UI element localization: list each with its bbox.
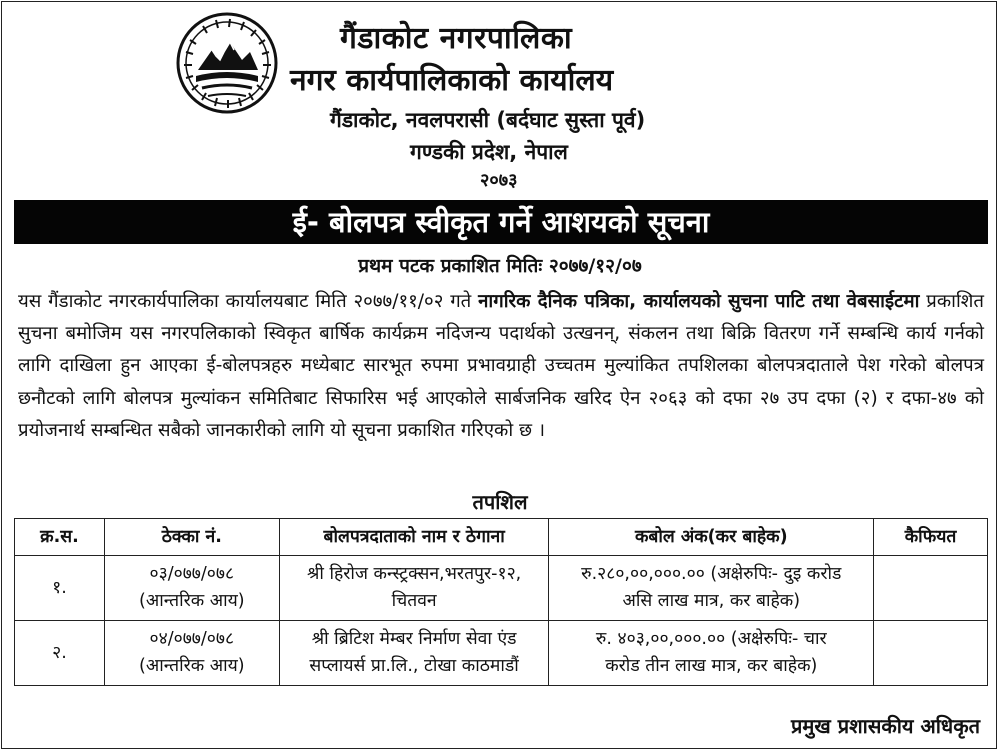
cell-sn: २. bbox=[15, 621, 105, 686]
cell-remarks bbox=[874, 621, 988, 686]
contract-type: (आन्तरिक आय) bbox=[139, 656, 245, 676]
amount-words: असि लाख मात्र, कर बाहेक) bbox=[622, 591, 801, 611]
amount-figure: रु.२८०,००,०००.०० (अक्षेरुपिः- दुइ करोड bbox=[581, 564, 842, 584]
cell-bidder bbox=[279, 556, 549, 621]
header-contract-no: ठेक्का नं. bbox=[104, 519, 279, 556]
amount-words: करोड तीन लाख मात्र, कर बाहेक) bbox=[605, 656, 818, 676]
notice-body bbox=[18, 286, 984, 447]
amount-figure: रु. ४०३,००,०००.०० (अक्षेरुपिः- चार bbox=[595, 629, 827, 649]
office-address: गैंडाकोट, नवलपरासी (बर्दघाट सुस्ता पूर्व) bbox=[330, 108, 646, 132]
notice-title-banner: ई- बोलपत्र स्वीकृत गर्ने आशयको सूचना bbox=[14, 200, 988, 244]
bidder-name: श्री हिरोज कन्स्ट्रक्सन,भरतपुर-१२, bbox=[306, 564, 522, 584]
notice-body-highlight: नागरिक दैनिक पत्रिका, कार्यालयको सुचना पाटि तथा वेबसाईटमा bbox=[478, 291, 920, 312]
cell-contract bbox=[104, 556, 279, 621]
bidder-address: चितवन bbox=[391, 591, 437, 611]
header-sn: क्र.स. bbox=[15, 519, 105, 556]
contract-type: (आन्तरिक आय) bbox=[139, 591, 245, 611]
header-bidder: बोलपत्रदाताको नाम र ठेगाना bbox=[279, 519, 549, 556]
table-row bbox=[15, 621, 988, 686]
header-amount: कबोल अंक(कर बाहेक) bbox=[549, 519, 874, 556]
schedule-title: तपशिल bbox=[472, 490, 528, 514]
cell-amount bbox=[549, 556, 874, 621]
cell-amount bbox=[549, 621, 874, 686]
province-line: गण्डकी प्रदेश, नेपाल bbox=[410, 140, 568, 164]
municipality-name: गैंडाकोट नगरपालिका bbox=[340, 21, 573, 56]
contract-number: ०३/०७७/०७८ bbox=[149, 564, 235, 584]
bidder-address: सप्लायर्स प्रा.लि., टोखा काठमाडौं bbox=[309, 656, 519, 676]
notice-body-part1: यस गैंडाकोट नगरकार्यपालिका कार्यालयबाट मिति २०७७/११/०२ गते bbox=[18, 291, 479, 312]
header-remarks: कैफियत bbox=[874, 519, 988, 556]
bidder-name: श्री ब्रिटिश मेम्बर निर्माण सेवा एंड bbox=[311, 629, 517, 649]
established-year: २०७३ bbox=[480, 170, 518, 191]
cell-bidder bbox=[279, 621, 549, 686]
table-header-row bbox=[15, 519, 988, 556]
cell-contract bbox=[104, 621, 279, 686]
signatory-title: प्रमुख प्रशासकीय अधिकृत bbox=[791, 714, 980, 738]
office-name: नगर कार्यपालिकाको कार्यालय bbox=[290, 63, 614, 98]
cell-remarks bbox=[874, 556, 988, 621]
published-date: प्रथम पटक प्रकाशित मितिः २०७७/१२/०७ bbox=[358, 255, 642, 277]
municipality-emblem-icon bbox=[172, 10, 282, 116]
cell-sn: १. bbox=[15, 556, 105, 621]
bid-schedule-table bbox=[14, 518, 988, 686]
contract-number: ०४/०७७/०७८ bbox=[149, 629, 235, 649]
table-row bbox=[15, 556, 988, 621]
notice-body-part2: प्रकाशित सुचना बमोजिम यस नगरपलिकाको स्विकृत बार्षिक कार्यक्रम नदिजन्य पदार्थको उत्खनन्, संकलन तथा बिक्रि वितरण गर्ने सम्बन्धि कार्य गर्नको लागि दाखिला हुन आएका ई-बोलपत्रहरु मध्येबाट सारभूत रुपमा प्रभावग्राही उच्चतम मुल्यांकित तपशिलका बोलपत्रदाताले पेश गरेको बोलपत्र छनौटको लागि बोलपत्र मुल्यांकन समितिबाट सिफारिस भई आएकोले सार्बजनिक खरिद ऐन २०६३ को दफा २७ उप दफा (२) र दफा-४७ को प्रयोजनार्थ सम्बन्धित सबैको जानकारीको लागि यो सूचना प्रकाशित गरिएको छ । bbox=[18, 291, 984, 441]
